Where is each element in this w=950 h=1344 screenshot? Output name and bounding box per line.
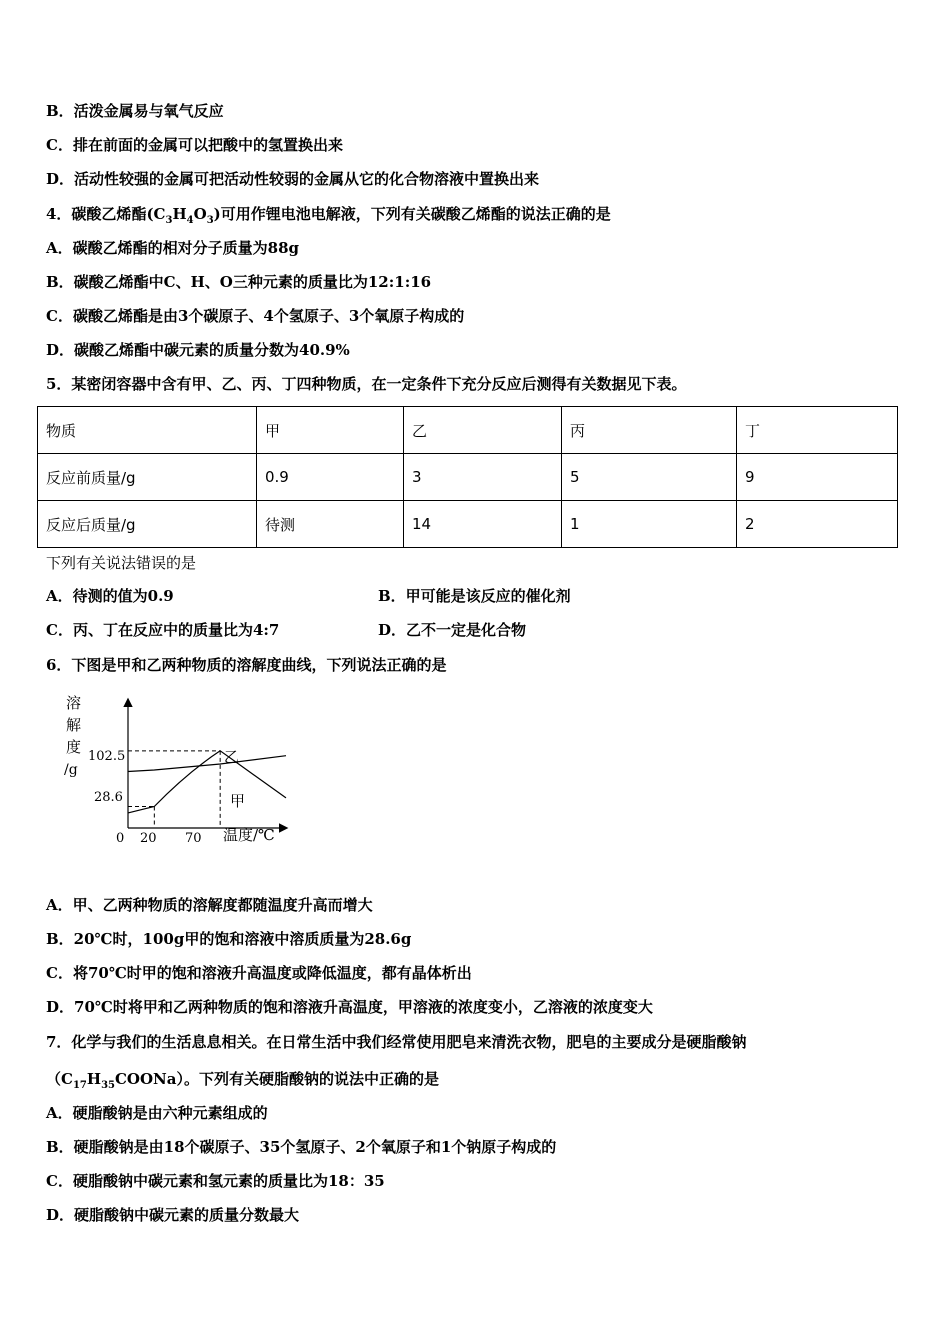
q3-option-b: B．活泼金属易与氧气反应 xyxy=(46,102,224,120)
q4-sub-h: 4 xyxy=(186,215,194,226)
q7-sub-h: 35 xyxy=(101,1080,115,1091)
table-cell: 5 xyxy=(562,454,737,501)
table-header-cell: 甲 xyxy=(257,407,404,454)
q4-stem-pre: 4．碳酸乙烯酯(C xyxy=(46,205,166,223)
series-label-yi: 乙 xyxy=(224,748,240,766)
table-cell: 2 xyxy=(737,501,898,548)
q7-option-a: A．硬脂酸钠是由六种元素组成的 xyxy=(46,1104,268,1122)
table-cell: 待测 xyxy=(257,501,404,548)
q4-sub-o: 3 xyxy=(206,215,214,226)
q6-option-b: B．20℃时，100g甲的饱和溶液中溶质质量为28.6g xyxy=(46,930,412,948)
q6-option-d: D．70℃时将甲和乙两种物质的饱和溶液升高温度，甲溶液的浓度变小，乙溶液的浓度变大 xyxy=(46,998,653,1016)
table-header-cell: 物质 xyxy=(38,407,257,454)
x-tick-label-70: 70 xyxy=(185,831,202,846)
q4-option-a: A．碳酸乙烯酯的相对分子质量为88g xyxy=(46,239,300,257)
table-header-cell: 丁 xyxy=(737,407,898,454)
q3-option-d: D．活动性较强的金属可把活动性较弱的金属从它的化合物溶液中置换出来 xyxy=(46,170,540,188)
table-cell: 14 xyxy=(404,501,562,548)
table-cell: 0.9 xyxy=(257,454,404,501)
table-cell: 反应前质量/g xyxy=(38,454,257,501)
solubility-curve-jia xyxy=(128,751,286,813)
series-label-jia: 甲 xyxy=(230,792,246,810)
q7-stem-line2 xyxy=(46,1069,439,1096)
solubility-chart xyxy=(58,690,298,860)
q4-stem-h: H xyxy=(172,205,187,223)
y-axis-label-1: 溶 xyxy=(66,694,82,712)
table-cell: 9 xyxy=(737,454,898,501)
solubility-curve-yi xyxy=(128,756,286,772)
y-tick-label-102-5: 102.5 xyxy=(88,749,126,764)
q6-option-a: A．甲、乙两种物质的溶解度都随温度升高而增大 xyxy=(46,896,373,914)
q5-option-d: D．乙不一定是化合物 xyxy=(378,621,527,639)
q6-option-c: C．将70℃时甲的饱和溶液升高温度或降低温度，都有晶体析出 xyxy=(46,964,472,982)
x-tick-label-20: 20 xyxy=(140,831,157,846)
x-tick-label-0: 0 xyxy=(116,831,125,846)
q7-stem-pre: （C xyxy=(46,1070,73,1088)
table-row xyxy=(38,501,898,548)
y-axis-label-4: /g xyxy=(64,762,78,778)
q7-option-b: B．硬脂酸钠是由18个碳原子、35个氢原子、2个氧原子和1个钠原子构成的 xyxy=(46,1138,557,1156)
q4-stem-post: )可用作锂电池电解液，下列有关碳酸乙烯酯的说法正确的是 xyxy=(213,205,611,223)
q7-stem-h: H xyxy=(86,1070,102,1088)
q4-stem-o: O xyxy=(193,205,207,223)
table-cell: 1 xyxy=(562,501,737,548)
x-axis-label: 温度/℃ xyxy=(223,826,275,844)
q5-option-b: B．甲可能是该反应的催化剂 xyxy=(378,587,571,605)
q4-stem xyxy=(46,204,611,231)
q5-question: 下列有关说法错误的是 xyxy=(46,554,197,572)
y-tick-label-28-6: 28.6 xyxy=(94,790,123,805)
q7-option-d: D．硬脂酸钠中碳元素的质量分数最大 xyxy=(46,1206,300,1224)
table-header-row xyxy=(38,407,898,454)
q7-option-c: C．硬脂酸钠中碳元素和氢元素的质量比为18：35 xyxy=(46,1172,385,1190)
y-axis-label-3: 度 xyxy=(66,738,82,756)
table-header-cell: 乙 xyxy=(404,407,562,454)
q5-data-table xyxy=(37,406,898,548)
q3-option-c: C．排在前面的金属可以把酸中的氢置换出来 xyxy=(46,136,343,154)
table-cell: 3 xyxy=(404,454,562,501)
q4-option-b: B．碳酸乙烯酯中C、H、O三种元素的质量比为12:1:16 xyxy=(46,273,432,291)
q4-sub-c: 3 xyxy=(165,215,173,226)
table-header-cell: 丙 xyxy=(562,407,737,454)
q4-option-c: C．碳酸乙烯酯是由3个碳原子、4个氢原子、3个氧原子构成的 xyxy=(46,307,465,325)
q7-sub-c: 17 xyxy=(72,1080,87,1091)
q5-option-c: C．丙、丁在反应中的质量比为4:7 xyxy=(46,621,280,639)
q5-stem: 5．某密闭容器中含有甲、乙、丙、丁四种物质，在一定条件下充分反应后测得有关数据见下表。 xyxy=(46,375,687,393)
table-cell: 反应后质量/g xyxy=(38,501,257,548)
q5-option-a: A．待测的值为0.9 xyxy=(46,587,174,605)
q4-option-d: D．碳酸乙烯酯中碳元素的质量分数为40.9% xyxy=(46,341,350,359)
q7-stem-line1: 7．化学与我们的生活息息相关。在日常生活中我们经常使用肥皂来清洗衣物，肥皂的主要成分是硬脂酸钠 xyxy=(46,1033,747,1051)
q6-stem: 6．下图是甲和乙两种物质的溶解度曲线，下列说法正确的是 xyxy=(46,656,447,674)
table-row xyxy=(38,454,898,501)
q7-stem-post: COONa）。下列有关硬脂酸钠的说法中正确的是 xyxy=(114,1070,439,1088)
y-axis-label-2: 解 xyxy=(66,716,82,734)
